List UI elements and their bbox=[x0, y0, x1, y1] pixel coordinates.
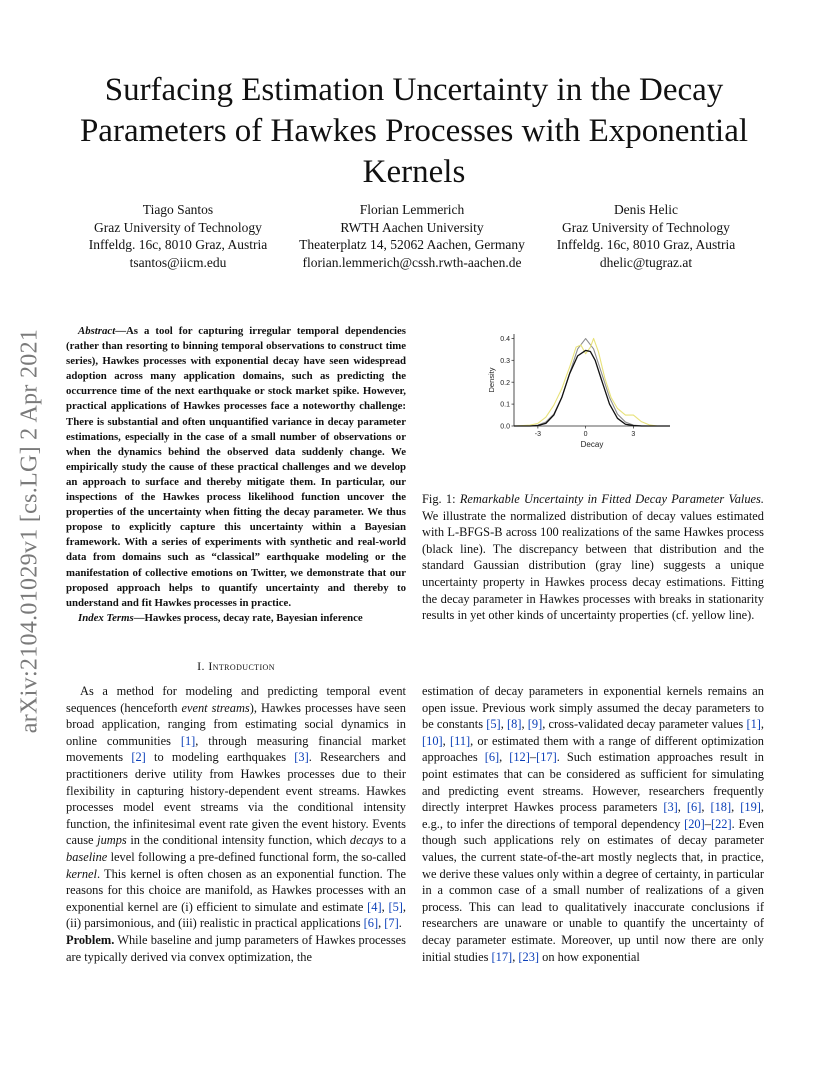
text-run: baseline bbox=[66, 849, 108, 864]
y-tick-label: 0.2 bbox=[500, 379, 510, 387]
index-terms-label: Index Terms bbox=[78, 611, 134, 624]
text-run: , bbox=[442, 733, 450, 748]
citation-link[interactable]: [6] bbox=[363, 916, 379, 931]
text-run: As a method for modeling and predicting temporal event sequences (henceforth bbox=[66, 684, 406, 715]
text-run: , bbox=[731, 800, 741, 815]
x-tick-label: -3 bbox=[534, 431, 541, 438]
author-email: florian.lemmerich@cssh.rwth-aachen.de bbox=[302, 254, 522, 270]
citation-link[interactable]: [5] bbox=[486, 717, 501, 732]
citation-link[interactable]: [22] bbox=[710, 816, 732, 831]
index-terms bbox=[66, 611, 406, 626]
text-run: , bbox=[378, 916, 385, 931]
citation-link[interactable]: [11] bbox=[449, 733, 471, 748]
abstract bbox=[66, 324, 406, 626]
text-run: ), Hawkes processes have seen broad application, ranging from estimating social dynamics in online communities bbox=[66, 700, 407, 748]
abstract-text: —As a tool for capturing irregular temporal dependencies (rather than resorting to binning temporal observations to construct time series), Hawkes processes with exponential decay have seen widespread adoption across many application domains, such as predicting the occurrence time of the next earthquake or stock market spike. However, practical applications of Hawkes processes face a noteworthy challenge: There is substantial and often unquantified variance in decay parameter estimations, especially in the case of a small number of observations or when the dynamics behind the observed data suddenly change. We empirically study the cause of these practical challenges and we develop an approach to surface and thereby mitigate them. In particular, our inspections of the Hawkes process likelihood function uncover the properties of the uncertainty when fitting the decay parameter. We thus propose to explicitly capture this uncertainty within a Bayesian framework. With a series of experiments with synthetic and real-world data from domains such as “classical” earthquake modeling or the manifestation of collective emotions on Twitter, we demonstrate that our proposed approach helps to quantify uncertainty and thereby to understand and fit Hawkes processes in practice. bbox=[66, 325, 406, 609]
citation-link[interactable]: [1] bbox=[180, 733, 196, 748]
intro-paragraph bbox=[422, 683, 764, 965]
text-run: , cross-validated decay parameter values bbox=[542, 717, 747, 732]
citation-link[interactable]: [6] bbox=[484, 750, 500, 765]
density-chart bbox=[484, 330, 674, 460]
x-tick-label: 0 bbox=[583, 431, 588, 438]
text-run: – bbox=[529, 750, 537, 765]
text-run: . bbox=[398, 916, 402, 931]
text-run: jumps bbox=[97, 833, 127, 848]
citation-link[interactable]: [20] bbox=[684, 816, 705, 831]
text-run: , bbox=[500, 717, 507, 732]
chart-y-axis-label: Density bbox=[487, 367, 496, 393]
text-run: kernel bbox=[66, 866, 97, 881]
author-name: Denis Helic bbox=[613, 202, 679, 217]
figure-caption bbox=[422, 491, 764, 624]
section-number: I. bbox=[197, 659, 205, 673]
text-run: . Such estimation approaches result in point estimates that can be considered as sufficient for simulating and predicting event streams. However, researchers frequently directly interpret Hawkes process parameters bbox=[422, 750, 764, 815]
intro-paragraph bbox=[66, 683, 406, 932]
text-run: . This kernel is often chosen as an exponential function. The reasons for this choice are manifold, as Hawkes processes with an exponential kernel are (i) efficient to simulate and estimate bbox=[66, 866, 406, 914]
density-line bbox=[514, 338, 670, 426]
text-run: , bbox=[512, 949, 519, 964]
y-tick-label: 0.1 bbox=[500, 401, 510, 409]
text-run: , or estimated them with a range of different optimization approaches bbox=[422, 733, 764, 765]
abstract-paragraph bbox=[66, 324, 406, 611]
citation-link[interactable]: [9] bbox=[527, 717, 543, 732]
density-line bbox=[514, 339, 670, 426]
citation-link[interactable]: [7] bbox=[384, 916, 399, 931]
author-address: Theaterplatz 14, 52062 Aachen, Germany bbox=[299, 237, 525, 252]
text-run: , bbox=[677, 800, 687, 815]
text-run: to modeling earthquakes bbox=[145, 750, 295, 765]
text-run: , bbox=[521, 717, 528, 732]
citation-link[interactable]: [19] bbox=[740, 800, 761, 815]
paper-title: Surfacing Estimation Uncertainty in the Decay Parameters of Hawkes Processes with Exponential Kernels bbox=[79, 72, 749, 190]
text-run: to a bbox=[383, 833, 406, 848]
citation-link[interactable]: [17] bbox=[491, 949, 513, 964]
intro-right-column bbox=[422, 683, 764, 965]
author-block bbox=[78, 201, 278, 271]
citation-link[interactable]: [23] bbox=[518, 949, 540, 964]
text-run: , bbox=[499, 750, 510, 765]
problem-label: Problem. bbox=[66, 932, 115, 947]
y-tick-label: 0.0 bbox=[500, 423, 510, 431]
text-run: , bbox=[760, 717, 764, 732]
text-run: , bbox=[701, 800, 711, 815]
chart-x-axis-label: Decay bbox=[580, 440, 604, 449]
density-line bbox=[514, 350, 670, 426]
arxiv-sidebar-stamp bbox=[6, 296, 54, 766]
citation-link[interactable]: [10] bbox=[422, 733, 443, 748]
figure-caption-text: We illustrate the normalized distribution of decay values estimated with L-BFGS-B across 100 realizations of the same Hawkes process (black line). The discrepancy between that distribution and the standard Gaussian distribution (gray line) suggests a unique uncertainty property in Hawkes process decay estimations. Fitting the decay parameter in Hawkes processes with breaks in stationarity results in yet other kinds of uncertainty properties (cf. yellow line). bbox=[422, 508, 764, 623]
author-address: Inffeldg. 16c, 8010 Graz, Austria bbox=[88, 237, 268, 252]
text-run: . Researchers and practitioners derive utility from Hawkes processes due to their flexibility in capturing history-dependent event streams. Hawkes processes model event streams via the conditional intensity function, the infinitesimal event rate given the event history. Events cause bbox=[66, 750, 406, 848]
arxiv-id: arXiv:2104.01029v1 [cs.LG] 2 Apr 2021 bbox=[16, 328, 43, 734]
author-name: Florian Lemmerich bbox=[359, 202, 465, 217]
citation-link[interactable]: [1] bbox=[746, 717, 761, 732]
author-email: dhelic@tugraz.at bbox=[599, 254, 693, 270]
text-run: – bbox=[704, 816, 711, 831]
author-address: Inffeldg. 16c, 8010 Graz, Austria bbox=[556, 237, 736, 252]
citation-link[interactable]: [4] bbox=[367, 899, 382, 914]
text-run: , e.g., to infer the directions of temporal dependency bbox=[422, 800, 765, 831]
citation-link[interactable]: [18] bbox=[710, 800, 732, 815]
chart-axes bbox=[514, 334, 670, 426]
author-email: tsantos@iicm.edu bbox=[129, 254, 227, 270]
citation-link[interactable]: [17] bbox=[536, 750, 557, 765]
author-block bbox=[286, 201, 538, 271]
citation-link[interactable]: [12] bbox=[509, 750, 530, 765]
figure-title: Remarkable Uncertainty in Fitted Decay Parameter Values. bbox=[459, 492, 764, 506]
citation-link[interactable]: [6] bbox=[686, 800, 702, 815]
y-tick-label: 0.4 bbox=[500, 335, 510, 343]
x-tick-label: 3 bbox=[631, 431, 636, 438]
section-heading bbox=[66, 659, 406, 674]
citation-link[interactable]: [5] bbox=[388, 899, 403, 914]
index-terms-text: —Hawkes process, decay rate, Bayesian inference bbox=[133, 611, 363, 624]
text-run: . Even though such applications rely on estimates of decay parameter values, the current state-of-the-art mostly neglects that, in practice, we derive these values only within a degree of certainty, in particular in a common case of a small number of realizations of a given process. This can lead to qualitatively inaccurate conclusions if researchers are unaware or unable to quantify the uncertainty of decay parameter estimate. Moreover, up until now there are only initial studies bbox=[422, 816, 765, 964]
chart-series-layer bbox=[514, 338, 670, 426]
problem-paragraph bbox=[66, 932, 406, 965]
author-block bbox=[546, 201, 746, 271]
citation-link[interactable]: [3] bbox=[294, 750, 309, 765]
text-run: level following a pre-defined functional form, the so-called bbox=[107, 849, 406, 864]
text-run: in the conditional intensity function, which bbox=[126, 833, 350, 848]
text-run: , bbox=[381, 899, 389, 914]
citation-link[interactable]: [2] bbox=[131, 750, 146, 765]
author-affiliation: RWTH Aachen University bbox=[340, 219, 484, 235]
author-name: Tiago Santos bbox=[142, 202, 214, 217]
text-run: decays bbox=[349, 833, 384, 848]
figure-label: Fig. 1: bbox=[422, 492, 456, 506]
citation-link[interactable]: [3] bbox=[663, 800, 678, 815]
text-run: While baseline and jump parameters of Hawkes processes are typically derived via convex optimization, the bbox=[66, 932, 406, 964]
text-run: , (ii) parsimonious, and (iii) realistic in practical applications bbox=[66, 899, 406, 931]
author-affiliation: Graz University of Technology bbox=[562, 219, 730, 235]
text-run: on how exponential bbox=[539, 949, 640, 964]
section-title: Introduction bbox=[208, 659, 275, 673]
abstract-label: Abstract bbox=[78, 325, 116, 337]
citation-link[interactable]: [8] bbox=[507, 717, 522, 732]
text-run: estimation of decay parameters in exponential kernels remains an open issue. Previous work simply assumed the decay parameters to be constants bbox=[422, 684, 764, 732]
chart-ticks bbox=[500, 336, 635, 438]
text-run: , through measuring financial market movements bbox=[66, 733, 406, 765]
author-affiliation: Graz University of Technology bbox=[94, 219, 262, 235]
y-tick-label: 0.3 bbox=[500, 357, 510, 365]
text-run: event streams bbox=[181, 700, 250, 715]
intro-left-column bbox=[66, 683, 406, 965]
